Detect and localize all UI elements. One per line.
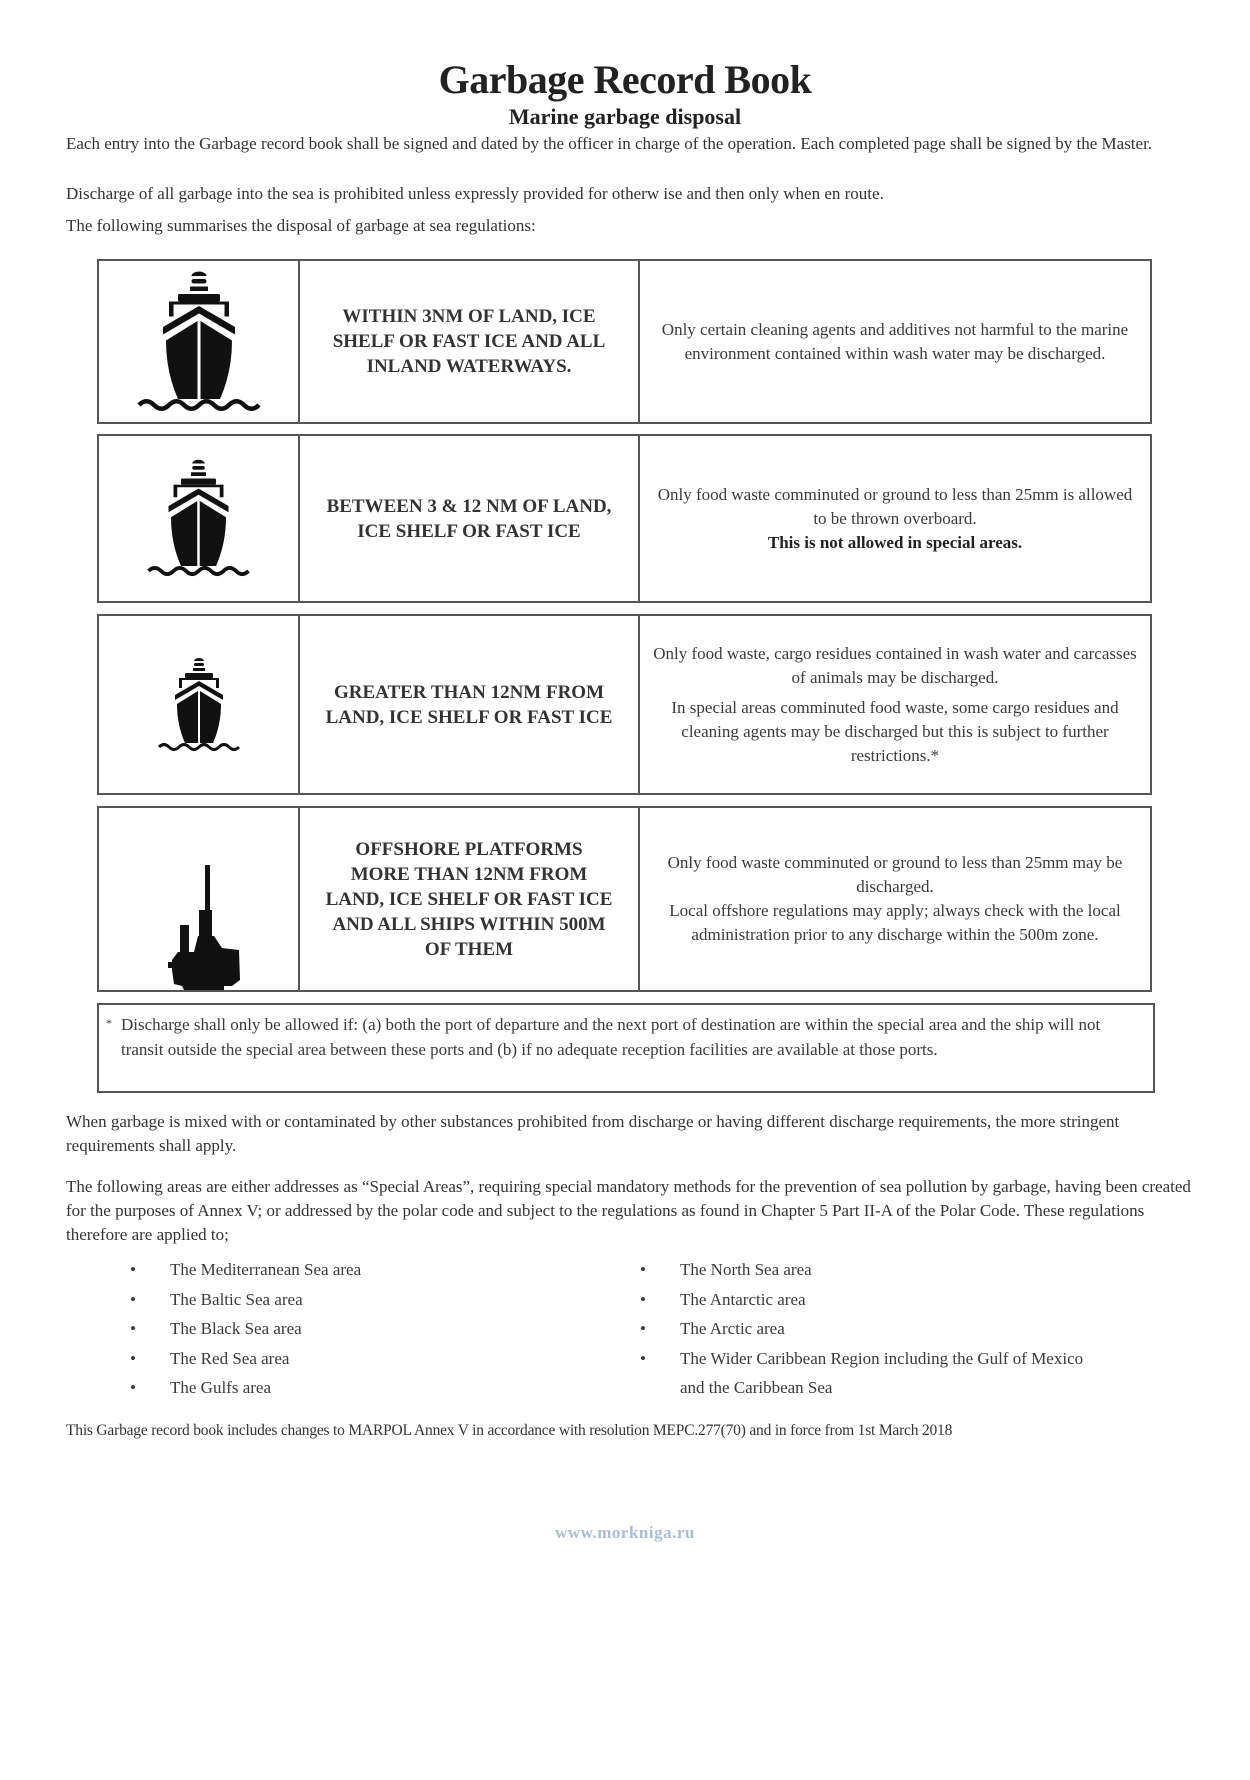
list-item bbox=[640, 1344, 1110, 1403]
page-title: Garbage Record Book bbox=[438, 57, 812, 102]
bullet-icon: • bbox=[130, 1260, 136, 1279]
list-item bbox=[130, 1255, 580, 1285]
special-areas-list-right bbox=[640, 1255, 1160, 1403]
list-item-text: The Wider Caribbean Region including the Gulf of Mexico and the Caribbean Sea bbox=[680, 1348, 1084, 1397]
bullet-icon: • bbox=[640, 1348, 646, 1368]
list-item bbox=[640, 1255, 1160, 1285]
rule-local-regulations: Local offshore regulations may apply; always check with the local administration prior to any discharge within the 500m zone. bbox=[669, 901, 1121, 944]
intro-paragraph-prohibition: Discharge of all garbage into the sea is prohibited unless expressly provided for otherw ise and then only when en route. bbox=[66, 184, 884, 203]
icon-cell bbox=[99, 616, 300, 793]
special-areas-list-left bbox=[130, 1255, 580, 1403]
bullet-icon: • bbox=[640, 1260, 646, 1279]
rule-cell bbox=[640, 436, 1150, 601]
icon-cell bbox=[99, 808, 300, 990]
ship-icon bbox=[136, 456, 261, 581]
regulation-row-3-to-12nm bbox=[97, 434, 1152, 603]
list-item-text: The Arctic area bbox=[680, 1319, 785, 1338]
rule-cell bbox=[640, 616, 1150, 793]
page-subtitle: Marine garbage disposal bbox=[508, 104, 742, 129]
rule-text: Only food waste comminuted or ground to less than 25mm is allowed to be thrown overboard. bbox=[657, 484, 1133, 528]
list-item-text: The North Sea area bbox=[680, 1260, 812, 1279]
intro-paragraph-summary: The following summarises the disposal of garbage at sea regulations: bbox=[66, 216, 536, 235]
icon-cell bbox=[99, 436, 300, 601]
rule-text: Only food waste, cargo residues contained in wash water and carcasses of animals may be discharged. bbox=[653, 643, 1137, 687]
list-item bbox=[640, 1285, 1160, 1315]
list-item bbox=[130, 1314, 580, 1344]
bullet-icon: • bbox=[130, 1378, 136, 1397]
list-item bbox=[640, 1314, 1160, 1344]
list-item-text: The Baltic Sea area bbox=[170, 1289, 303, 1309]
bullet-icon: • bbox=[640, 1289, 646, 1309]
zone-cell: BETWEEN 3 & 12 NM OF LAND, ICE SHELF OR FAST ICE bbox=[300, 436, 640, 601]
paragraph-marpol-changes: This Garbage record book includes changes to MARPOL Annex V in accordance with resolution MEPC.277(70) and in force from 1st March 2018 bbox=[66, 1422, 953, 1439]
list-item-text: The Red Sea area bbox=[170, 1348, 290, 1368]
offshore-platform-icon bbox=[144, 840, 254, 990]
regulation-row-offshore-platforms bbox=[97, 806, 1152, 992]
zone-cell: WITHIN 3NM OF LAND, ICE SHELF OR FAST ICE AND ALL INLAND WATERWAYS. bbox=[300, 261, 640, 422]
rule-cell bbox=[640, 261, 1150, 422]
intro-paragraph-signing: Each entry into the Garbage record book shall be signed and dated by the officer in charge of the operation. Each completed page shall be signed by the Master. bbox=[66, 134, 1153, 153]
icon-cell bbox=[99, 261, 300, 422]
zone-cell: GREATER THAN 12NM FROM LAND, ICE SHELF OR FAST ICE bbox=[300, 616, 640, 793]
footnote-text: Discharge shall only be allowed if: (a) both the port of departure and the next port of destination are within the special area and the ship will not transit outside the special area between these ports and (b) if no adequate reception facilities are available at those ports. bbox=[121, 1015, 1101, 1059]
rule-text: Only certain cleaning agents and additives not harmful to the marine environment contained within wash water may be discharged. bbox=[661, 319, 1129, 363]
regulation-row-within-3nm bbox=[97, 259, 1152, 424]
list-item-text: The Gulfs area bbox=[170, 1378, 272, 1397]
bullet-icon: • bbox=[640, 1319, 646, 1338]
list-item-text: The Black Sea area bbox=[170, 1319, 302, 1338]
rule-text: Only food waste comminuted or ground to less than 25mm may be discharged. bbox=[667, 853, 1123, 896]
ship-icon bbox=[149, 655, 249, 755]
watermark: www.morkniga.ru bbox=[555, 1523, 695, 1542]
list-item bbox=[130, 1285, 580, 1315]
rule-warning: This is not allowed in special areas. bbox=[767, 532, 1023, 552]
paragraph-mixed-garbage: When garbage is mixed with or contaminated by other substances prohibited from discharge or having different discharge requirements, the more stringent requirements shall apply. bbox=[66, 1112, 1120, 1155]
rule-cell bbox=[640, 808, 1150, 990]
list-item-text: The Mediterranean Sea area bbox=[170, 1260, 362, 1279]
rule-special-areas: In special areas comminuted food waste, some cargo residues and cleaning agents may be discharged but this is subject to further restrictions.* bbox=[671, 697, 1119, 765]
footnote-box bbox=[97, 1003, 1155, 1093]
list-item bbox=[130, 1344, 580, 1374]
list-item bbox=[130, 1373, 580, 1403]
regulation-row-beyond-12nm bbox=[97, 614, 1152, 795]
zone-cell: OFFSHORE PLATFORMS MORE THAN 12NM FROM LAND, ICE SHELF OR FAST ICE AND ALL SHIPS WITHIN 500M OF THEM bbox=[300, 808, 640, 990]
list-item-text: The Antarctic area bbox=[680, 1289, 806, 1309]
bullet-icon: • bbox=[130, 1319, 136, 1338]
footnote-marker: * bbox=[106, 1016, 112, 1030]
bullet-icon: • bbox=[130, 1348, 136, 1368]
paragraph-special-areas: The following areas are either addresses as “Special Areas”, requiring special mandatory methods for the prevention of sea pollution by garbage, having been created for the purposes of Annex V; or addressed by the polar code and subject to the regulations as found in Chapter 5 Part II-A of the Polar Code. These regulations therefore are applied to; bbox=[66, 1177, 1191, 1244]
bullet-icon: • bbox=[130, 1289, 136, 1309]
ship-icon bbox=[124, 267, 274, 417]
